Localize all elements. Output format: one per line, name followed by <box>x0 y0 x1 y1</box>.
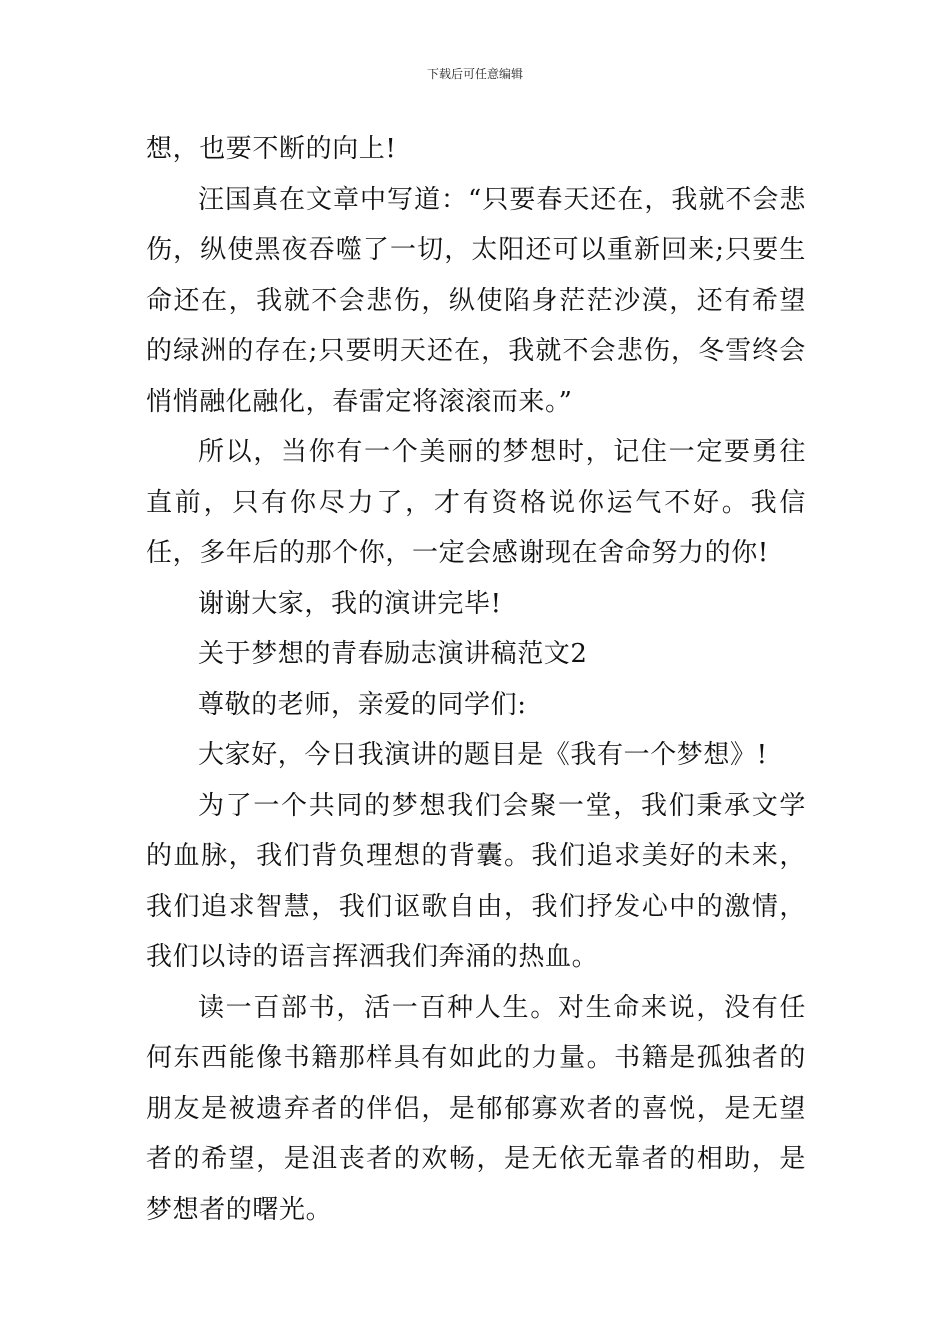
page-header-note: 下载后可任意编辑 <box>426 67 523 81</box>
paragraph-continuation: 想，也要不断的向上! <box>146 134 397 164</box>
paragraph-salutation: 尊敬的老师，亲爱的同学们: <box>198 689 527 720</box>
paragraph-greeting: 大家好，今日我演讲的题目是《我有一个梦想》! <box>198 740 768 770</box>
paragraph-dream-advice: 所以，当你有一个美丽的梦想时，记住一定要勇往直前，只有你尽力了，才有资格说你运气不好。我信任，多年后的那个你，一定会感谢现在舍命努力的你! <box>146 437 806 568</box>
paragraph-quote-wang-guozhen: 汪国真在文章中写道：“只要春天还在，我就不会悲伤，纵使黑夜吞噬了一切，太阳还可以重新回来;只要生命还在，我就不会悲伤，纵使陷身茫茫沙漠，还有希望的绿洲的存在;只要明天还在，我就不会悲伤，冬雪终会悄悄融化融化，春雷定将滚滚而来。” <box>146 184 806 417</box>
paragraph-reading-books: 读一百部书，活一百种人生。对生命来说，没有任何东西能像书籍那样具有如此的力量。书籍是孤独者的朋友是被遗弃者的伴侣，是郁郁寡欢者的喜悦，是无望者的希望，是沮丧者的欢畅，是无依无靠者的相助，是梦想者的曙光。 <box>146 992 806 1225</box>
document-body <box>146 124 806 1235</box>
paragraph-common-dream: 为了一个共同的梦想我们会聚一堂，我们秉承文学的血脉，我们背负理想的背囊。我们追求美好的未来，我们追求智慧，我们讴歌自由，我们抒发心中的激情，我们以诗的语言挥洒我们奔涌的热血。 <box>146 790 806 972</box>
section-title: 关于梦想的青春励志演讲稿范文2 <box>198 639 588 669</box>
paragraph-closing-thanks: 谢谢大家，我的演讲完毕! <box>198 588 502 619</box>
